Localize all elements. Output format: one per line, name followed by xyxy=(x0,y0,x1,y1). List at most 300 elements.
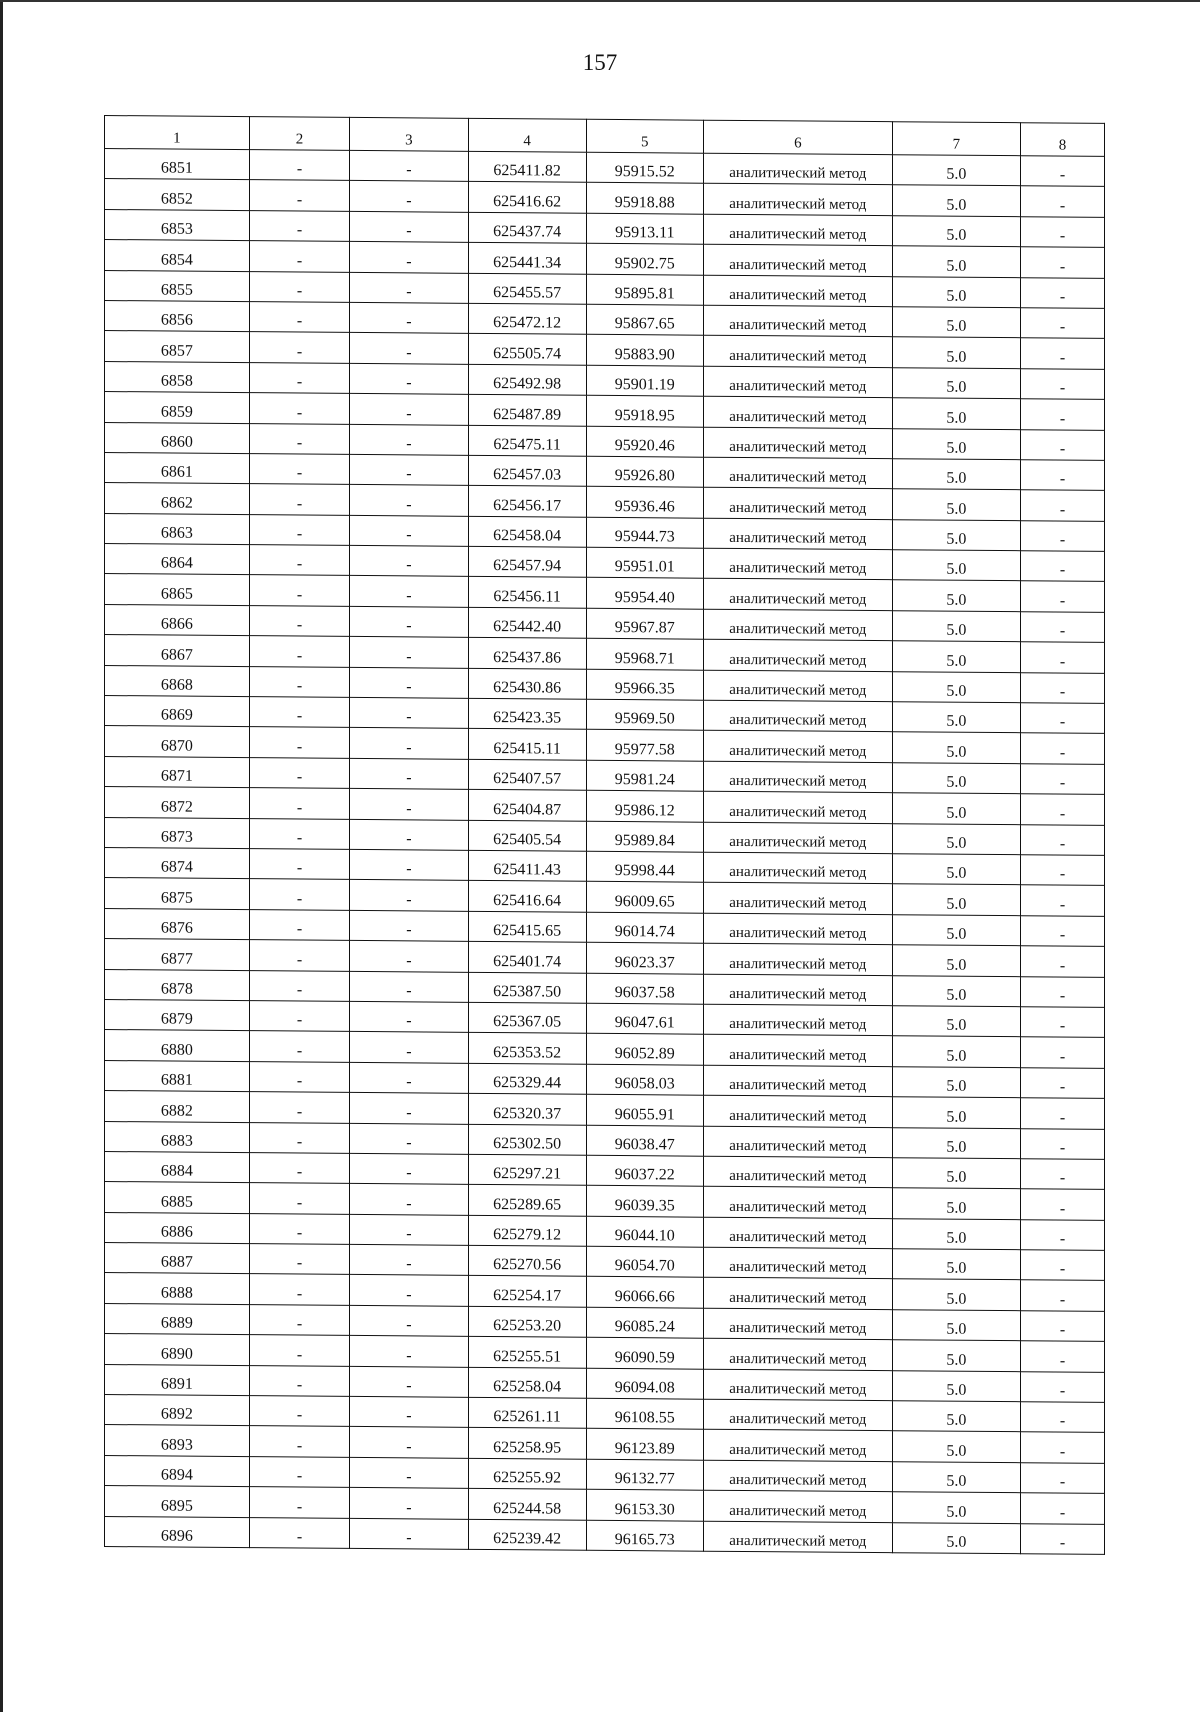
x-coordinate: 625297.21 xyxy=(468,1154,586,1185)
col-8-value: - xyxy=(1020,429,1104,460)
x-coordinate: 625244.58 xyxy=(468,1489,586,1520)
col-3-value: - xyxy=(350,1457,468,1488)
y-coordinate: 95926.80 xyxy=(586,456,703,487)
accuracy: 5.0 xyxy=(892,884,1020,915)
x-coordinate: 625279.12 xyxy=(468,1215,586,1246)
x-coordinate: 625255.51 xyxy=(468,1337,586,1368)
col-2-value: - xyxy=(249,362,350,393)
y-coordinate: 95998.44 xyxy=(586,851,703,882)
y-coordinate: 95954.40 xyxy=(586,578,703,609)
col-8-value: - xyxy=(1020,672,1104,703)
col-2-value: - xyxy=(249,393,350,424)
col-8-value: - xyxy=(1020,1067,1104,1098)
col-2-value: - xyxy=(249,1456,350,1487)
col-2-value: - xyxy=(249,818,350,849)
x-coordinate: 625261.11 xyxy=(468,1397,586,1428)
col-8-value: - xyxy=(1020,460,1104,491)
point-number: 6855 xyxy=(105,270,250,302)
method: аналитический метод xyxy=(703,852,892,884)
col-8-value: - xyxy=(1020,1280,1104,1311)
col-3-value: - xyxy=(350,242,468,273)
col-3-value: - xyxy=(350,1093,468,1124)
header-col-5: 5 xyxy=(586,119,703,153)
accuracy: 5.0 xyxy=(892,1431,1020,1462)
y-coordinate: 96058.03 xyxy=(586,1064,703,1095)
col-3-value: - xyxy=(350,1062,468,1093)
col-2-value: - xyxy=(249,514,350,545)
accuracy: 5.0 xyxy=(892,1249,1020,1280)
col-8-value: - xyxy=(1020,764,1104,795)
accuracy: 5.0 xyxy=(892,1066,1020,1097)
point-number: 6887 xyxy=(105,1243,250,1275)
x-coordinate: 625457.03 xyxy=(468,455,586,486)
y-coordinate: 95902.75 xyxy=(586,243,703,274)
col-8-value: - xyxy=(1020,824,1104,855)
scan-edge-left xyxy=(0,0,3,1712)
col-2-value: - xyxy=(249,302,350,333)
col-8-value: - xyxy=(1020,885,1104,916)
col-2-value: - xyxy=(249,727,350,758)
point-number: 6856 xyxy=(105,300,250,332)
accuracy: 5.0 xyxy=(892,793,1020,824)
method: аналитический метод xyxy=(703,974,892,1006)
col-2-value: - xyxy=(249,1061,350,1092)
col-2-value: - xyxy=(249,1396,350,1427)
method: аналитический метод xyxy=(703,579,892,611)
col-3-value: - xyxy=(350,789,468,820)
point-number: 6880 xyxy=(105,1030,250,1062)
x-coordinate: 625456.17 xyxy=(468,486,586,517)
col-2-value: - xyxy=(249,636,350,667)
col-8-value: - xyxy=(1020,1523,1104,1554)
method: аналитический метод xyxy=(703,1247,892,1279)
accuracy: 5.0 xyxy=(892,611,1020,642)
col-2-value: - xyxy=(249,150,350,181)
y-coordinate: 96039.35 xyxy=(586,1186,703,1217)
col-3-value: - xyxy=(350,1123,468,1154)
col-2-value: - xyxy=(249,879,350,910)
accuracy: 5.0 xyxy=(892,1492,1020,1523)
col-3-value: - xyxy=(350,1275,468,1306)
point-number: 6883 xyxy=(105,1121,250,1153)
x-coordinate: 625253.20 xyxy=(468,1306,586,1337)
col-8-value: - xyxy=(1020,1159,1104,1190)
col-8-value: - xyxy=(1020,915,1104,946)
point-number: 6865 xyxy=(105,574,250,606)
header-col-6: 6 xyxy=(703,120,892,154)
method: аналитический метод xyxy=(703,1490,892,1522)
col-3-value: - xyxy=(350,302,468,333)
method: аналитический метод xyxy=(703,366,892,398)
col-2-value: - xyxy=(249,180,350,211)
method: аналитический метод xyxy=(703,244,892,276)
x-coordinate: 625415.65 xyxy=(468,911,586,942)
col-2-value: - xyxy=(249,757,350,788)
y-coordinate: 95944.73 xyxy=(586,517,703,548)
col-2-value: - xyxy=(249,1001,350,1032)
col-8-value: - xyxy=(1020,1007,1104,1038)
x-coordinate: 625404.87 xyxy=(468,790,586,821)
col-3-value: - xyxy=(350,637,468,668)
method: аналитический метод xyxy=(703,1186,892,1218)
point-number: 6893 xyxy=(105,1425,250,1457)
point-number: 6882 xyxy=(105,1091,250,1123)
col-2-value: - xyxy=(249,1183,350,1214)
point-number: 6869 xyxy=(105,696,250,728)
accuracy: 5.0 xyxy=(892,428,1020,459)
col-8-value: - xyxy=(1020,612,1104,643)
x-coordinate: 625458.04 xyxy=(468,516,586,547)
accuracy: 5.0 xyxy=(892,1310,1020,1341)
point-number: 6876 xyxy=(105,908,250,940)
col-8-value: - xyxy=(1020,581,1104,612)
method: аналитический метод xyxy=(703,1430,892,1462)
accuracy: 5.0 xyxy=(892,975,1020,1006)
point-number: 6889 xyxy=(105,1303,250,1335)
col-8-value: - xyxy=(1020,703,1104,734)
y-coordinate: 95895.81 xyxy=(586,274,703,305)
y-coordinate: 96085.24 xyxy=(586,1307,703,1338)
point-number: 6853 xyxy=(105,209,250,241)
col-2-value: - xyxy=(249,1122,350,1153)
x-coordinate: 625416.64 xyxy=(468,881,586,912)
method: аналитический метод xyxy=(703,761,892,793)
y-coordinate: 96038.47 xyxy=(586,1125,703,1156)
col-2-value: - xyxy=(249,545,350,576)
col-3-value: - xyxy=(350,728,468,759)
col-8-value: - xyxy=(1020,490,1104,521)
col-2-value: - xyxy=(249,970,350,1001)
x-coordinate: 625442.40 xyxy=(468,607,586,638)
col-2-value: - xyxy=(249,1274,350,1305)
x-coordinate: 625407.57 xyxy=(468,759,586,790)
y-coordinate: 95918.95 xyxy=(586,395,703,426)
col-8-value: - xyxy=(1020,855,1104,886)
x-coordinate: 625475.11 xyxy=(468,425,586,456)
accuracy: 5.0 xyxy=(892,1522,1020,1553)
method: аналитический метод xyxy=(703,1126,892,1158)
col-3-value: - xyxy=(350,941,468,972)
method: аналитический метод xyxy=(703,275,892,307)
y-coordinate: 96047.61 xyxy=(586,1003,703,1034)
point-number: 6857 xyxy=(105,331,250,363)
col-3-value: - xyxy=(350,606,468,637)
accuracy: 5.0 xyxy=(892,367,1020,398)
col-3-value: - xyxy=(350,333,468,364)
col-2-value: - xyxy=(249,1426,350,1457)
accuracy: 5.0 xyxy=(892,732,1020,763)
x-coordinate: 625411.43 xyxy=(468,850,586,881)
y-coordinate: 95867.65 xyxy=(586,304,703,335)
accuracy: 5.0 xyxy=(892,246,1020,277)
accuracy: 5.0 xyxy=(892,550,1020,581)
method: аналитический метод xyxy=(703,1035,892,1067)
x-coordinate: 625258.04 xyxy=(468,1367,586,1398)
point-number: 6878 xyxy=(105,969,250,1001)
method: аналитический метод xyxy=(703,1338,892,1370)
accuracy: 5.0 xyxy=(892,1036,1020,1067)
col-2-value: - xyxy=(249,241,350,272)
point-number: 6873 xyxy=(105,817,250,849)
x-coordinate: 625239.42 xyxy=(468,1519,586,1550)
col-3-value: - xyxy=(350,515,468,546)
header-col-3: 3 xyxy=(350,117,468,151)
method: аналитический метод xyxy=(703,548,892,580)
method: аналитический метод xyxy=(703,822,892,854)
col-3-value: - xyxy=(350,1336,468,1367)
col-8-value: - xyxy=(1020,1189,1104,1220)
x-coordinate: 625270.56 xyxy=(468,1245,586,1276)
point-number: 6860 xyxy=(105,422,250,454)
col-3-value: - xyxy=(350,1488,468,1519)
y-coordinate: 96153.30 xyxy=(586,1489,703,1520)
col-3-value: - xyxy=(350,394,468,425)
x-coordinate: 625411.82 xyxy=(468,151,586,182)
y-coordinate: 96052.89 xyxy=(586,1034,703,1065)
accuracy: 5.0 xyxy=(892,1340,1020,1371)
col-8-value: - xyxy=(1020,946,1104,977)
method: аналитический метод xyxy=(703,1399,892,1431)
method: аналитический метод xyxy=(703,913,892,945)
col-3-value: - xyxy=(350,1366,468,1397)
col-3-value: - xyxy=(350,211,468,242)
point-number: 6877 xyxy=(105,939,250,971)
col-8-value: - xyxy=(1020,308,1104,339)
col-3-value: - xyxy=(350,880,468,911)
accuracy: 5.0 xyxy=(892,1461,1020,1492)
accuracy: 5.0 xyxy=(892,489,1020,520)
method: аналитический метод xyxy=(703,305,892,337)
y-coordinate: 96066.66 xyxy=(586,1277,703,1308)
col-2-value: - xyxy=(249,271,350,302)
col-2-value: - xyxy=(249,606,350,637)
point-number: 6866 xyxy=(105,604,250,636)
method: аналитический метод xyxy=(703,1156,892,1188)
method: аналитический метод xyxy=(703,1521,892,1553)
col-3-value: - xyxy=(350,1001,468,1032)
col-3-value: - xyxy=(350,1518,468,1549)
header-col-7: 7 xyxy=(892,122,1020,156)
point-number: 6890 xyxy=(105,1334,250,1366)
accuracy: 5.0 xyxy=(892,337,1020,368)
x-coordinate: 625320.37 xyxy=(468,1093,586,1124)
method: аналитический метод xyxy=(703,1278,892,1310)
table-row xyxy=(105,1516,1105,1554)
col-8-value: - xyxy=(1020,399,1104,430)
y-coordinate: 96055.91 xyxy=(586,1094,703,1125)
scan-edge-top xyxy=(0,0,1200,2)
x-coordinate: 625441.34 xyxy=(468,243,586,274)
col-2-value: - xyxy=(249,332,350,363)
point-number: 6874 xyxy=(105,847,250,879)
col-3-value: - xyxy=(350,758,468,789)
method: аналитический метод xyxy=(703,1369,892,1401)
col-3-value: - xyxy=(350,849,468,880)
accuracy: 5.0 xyxy=(892,1127,1020,1158)
point-number: 6891 xyxy=(105,1364,250,1396)
col-2-value: - xyxy=(249,1031,350,1062)
col-2-value: - xyxy=(249,1335,350,1366)
col-2-value: - xyxy=(249,210,350,241)
method: аналитический метод xyxy=(703,153,892,185)
point-number: 6881 xyxy=(105,1060,250,1092)
col-8-value: - xyxy=(1020,1432,1104,1463)
accuracy: 5.0 xyxy=(892,155,1020,186)
x-coordinate: 625258.95 xyxy=(468,1428,586,1459)
col-3-value: - xyxy=(350,546,468,577)
col-3-value: - xyxy=(350,363,468,394)
y-coordinate: 95936.46 xyxy=(586,487,703,518)
y-coordinate: 96094.08 xyxy=(586,1368,703,1399)
y-coordinate: 96108.55 xyxy=(586,1398,703,1429)
col-3-value: - xyxy=(350,454,468,485)
col-3-value: - xyxy=(350,1214,468,1245)
method: аналитический метод xyxy=(703,731,892,763)
col-3-value: - xyxy=(350,1396,468,1427)
x-coordinate: 625455.57 xyxy=(468,273,586,304)
y-coordinate: 96023.37 xyxy=(586,942,703,973)
x-coordinate: 625415.11 xyxy=(468,729,586,760)
x-coordinate: 625437.86 xyxy=(468,638,586,669)
method: аналитический метод xyxy=(703,427,892,459)
col-2-value: - xyxy=(249,1365,350,1396)
accuracy: 5.0 xyxy=(892,1097,1020,1128)
accuracy: 5.0 xyxy=(892,185,1020,216)
method: аналитический метод xyxy=(703,700,892,732)
col-8-value: - xyxy=(1020,1371,1104,1402)
col-2-value: - xyxy=(249,1092,350,1123)
method: аналитический метод xyxy=(703,639,892,671)
col-8-value: - xyxy=(1020,247,1104,278)
y-coordinate: 95951.01 xyxy=(586,547,703,578)
col-8-value: - xyxy=(1020,794,1104,825)
method: аналитический метод xyxy=(703,1308,892,1340)
method: аналитический метод xyxy=(703,336,892,368)
header-col-8: 8 xyxy=(1020,123,1104,157)
y-coordinate: 96123.89 xyxy=(586,1429,703,1460)
y-coordinate: 95920.46 xyxy=(586,426,703,457)
accuracy: 5.0 xyxy=(892,276,1020,307)
col-2-value: - xyxy=(249,909,350,940)
col-8-value: - xyxy=(1020,1098,1104,1129)
col-2-value: - xyxy=(249,666,350,697)
accuracy: 5.0 xyxy=(892,1401,1020,1432)
accuracy: 5.0 xyxy=(892,215,1020,246)
col-8-value: - xyxy=(1020,520,1104,551)
y-coordinate: 95966.35 xyxy=(586,669,703,700)
header-col-4: 4 xyxy=(468,118,586,152)
col-2-value: - xyxy=(249,1244,350,1275)
y-coordinate: 96090.59 xyxy=(586,1338,703,1369)
accuracy: 5.0 xyxy=(892,641,1020,672)
x-coordinate: 625329.44 xyxy=(468,1063,586,1094)
method: аналитический метод xyxy=(703,214,892,246)
y-coordinate: 95883.90 xyxy=(586,335,703,366)
x-coordinate: 625492.98 xyxy=(468,364,586,395)
col-3-value: - xyxy=(350,272,468,303)
col-2-value: - xyxy=(249,484,350,515)
point-number: 6868 xyxy=(105,665,250,697)
point-number: 6896 xyxy=(105,1516,250,1548)
y-coordinate: 95986.12 xyxy=(586,790,703,821)
y-coordinate: 95967.87 xyxy=(586,608,703,639)
accuracy: 5.0 xyxy=(892,1158,1020,1189)
y-coordinate: 96014.74 xyxy=(586,912,703,943)
y-coordinate: 96165.73 xyxy=(586,1520,703,1551)
col-2-value: - xyxy=(249,1517,350,1548)
accuracy: 5.0 xyxy=(892,763,1020,794)
x-coordinate: 625401.74 xyxy=(468,942,586,973)
col-3-value: - xyxy=(350,819,468,850)
col-2-value: - xyxy=(249,940,350,971)
page-number: 157 xyxy=(582,50,618,75)
col-2-value: - xyxy=(249,454,350,485)
point-number: 6888 xyxy=(105,1273,250,1305)
x-coordinate: 625437.74 xyxy=(468,212,586,243)
y-coordinate: 95977.58 xyxy=(586,730,703,761)
x-coordinate: 625457.94 xyxy=(468,546,586,577)
method: аналитический метод xyxy=(703,457,892,489)
x-coordinate: 625254.17 xyxy=(468,1276,586,1307)
col-8-value: - xyxy=(1020,1341,1104,1372)
col-8-value: - xyxy=(1020,1493,1104,1524)
col-2-value: - xyxy=(249,423,350,454)
accuracy: 5.0 xyxy=(892,1188,1020,1219)
accuracy: 5.0 xyxy=(892,580,1020,611)
method: аналитический метод xyxy=(703,791,892,823)
col-8-value: - xyxy=(1020,1250,1104,1281)
method: аналитический метод xyxy=(703,488,892,520)
method: аналитический метод xyxy=(703,1460,892,1492)
x-coordinate: 625302.50 xyxy=(468,1124,586,1155)
x-coordinate: 625405.54 xyxy=(468,820,586,851)
coordinates-table xyxy=(104,115,1105,1555)
col-8-value: - xyxy=(1020,642,1104,673)
accuracy: 5.0 xyxy=(892,945,1020,976)
y-coordinate: 95901.19 xyxy=(586,365,703,396)
point-number: 6884 xyxy=(105,1151,250,1183)
point-number: 6852 xyxy=(105,179,250,211)
x-coordinate: 625423.35 xyxy=(468,698,586,729)
col-3-value: - xyxy=(350,1032,468,1063)
col-8-value: - xyxy=(1020,1462,1104,1493)
accuracy: 5.0 xyxy=(892,307,1020,338)
col-8-value: - xyxy=(1020,1128,1104,1159)
x-coordinate: 625255.92 xyxy=(468,1458,586,1489)
y-coordinate: 95918.88 xyxy=(586,183,703,214)
col-3-value: - xyxy=(350,697,468,728)
col-2-value: - xyxy=(249,575,350,606)
y-coordinate: 96132.77 xyxy=(586,1459,703,1490)
header-col-2: 2 xyxy=(249,117,350,151)
col-8-value: - xyxy=(1020,1037,1104,1068)
col-8-value: - xyxy=(1020,186,1104,217)
col-8-value: - xyxy=(1020,216,1104,247)
accuracy: 5.0 xyxy=(892,823,1020,854)
accuracy: 5.0 xyxy=(892,914,1020,945)
method: аналитический метод xyxy=(703,1217,892,1249)
col-3-value: - xyxy=(350,1427,468,1458)
col-3-value: - xyxy=(350,485,468,516)
col-2-value: - xyxy=(249,788,350,819)
col-3-value: - xyxy=(350,1184,468,1215)
col-8-value: - xyxy=(1020,1402,1104,1433)
accuracy: 5.0 xyxy=(892,459,1020,490)
x-coordinate: 625416.62 xyxy=(468,182,586,213)
point-number: 6872 xyxy=(105,787,250,819)
x-coordinate: 625387.50 xyxy=(468,972,586,1003)
col-8-value: - xyxy=(1020,277,1104,308)
